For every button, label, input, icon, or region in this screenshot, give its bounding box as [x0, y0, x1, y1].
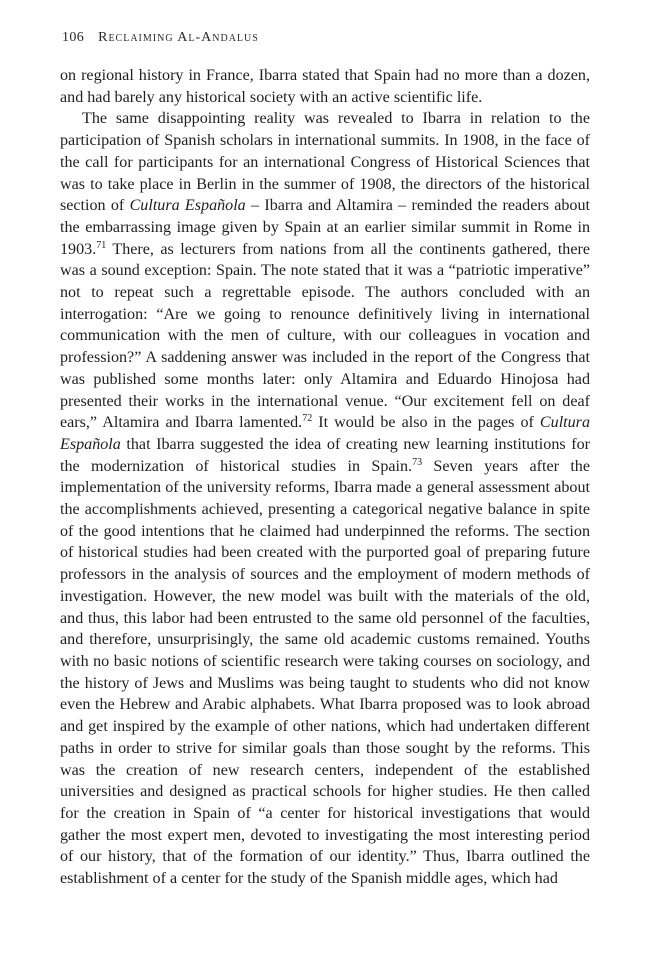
- paragraph-2-segment-1: The same disappointing reality was revealed to Ibarra in relation to the participation of Spanish scholars in international summits. In 1908, in the face of the call for participants for an international Congress of Historical Sciences that was to take place in Berlin in the summer of 1908, the directors of the historical section of: [60, 110, 590, 215]
- paragraph-2-segment-6: Seven years after the implementation of the university reforms, Ibarra made a general assessment about the accomplishments achieved, presenting a categorical negative balance in spite of the good intentions that he claimed had underpinned the reforms. The section of historical studies had been created with the purported goal of preparing future professors in the analysis of sources and the employment of modern methods of investigation. However, the new model was built with the materials of the old, and thus, this labor had been entrusted to the same old personnel of the faculties, and therefore, unsurprisingly, the same old academic customs remained. Youths with no basic notions of scientific research were taking courses on sociology, and the history of Jews and Muslims was being taught to students who did not know even the Hebrew and Arabic alphabets. What Ibarra proposed was to look abroad and get inspired by the example of other nations, which had undertaken different paths in order to strive for similar goals than those sought by the reforms. This was the creation of new research centers, independent of the established universities and designed as practical schools for higher studies. He then called for the creation in Spain of “a center for historical investigations that would gather the most expert men, devoted to investigating the most interesting period of our history, that of the formation of our identity.” Thus, Ibarra outlined the establishment of a center for the study of the Spanish middle ages, which had: [60, 457, 590, 888]
- footnote-ref-72: 72: [302, 413, 313, 425]
- footnote-ref-71: 71: [96, 239, 107, 251]
- paragraph-continued: [60, 65, 590, 108]
- page-number: 106: [62, 30, 85, 45]
- body-text: [60, 65, 590, 890]
- paragraph-2-segment-4: It would be also in the pages of: [312, 414, 540, 432]
- book-title: Reclaiming Al-Andalus: [98, 30, 259, 45]
- book-page: [60, 30, 590, 890]
- paragraph-1-text: on regional history in France, Ibarra stated that Spain had no more than a dozen, and had barely any historical society with an active scientific life.: [60, 67, 590, 106]
- paragraph-main: [60, 108, 590, 889]
- running-head: [62, 30, 590, 46]
- paragraph-2-segment-2: – Ibarra and Altamira – reminded the readers about the embarrassing image given by Spain at an earlier similar summit in Rome in 1903.: [60, 197, 590, 258]
- paragraph-2-segment-3: There, as lecturers from nations from all the continents gathered, there was a sound exception: Spain. The note stated that it was a “patriotic imperative” not to repeat such a regrettable episode. The authors concluded with an interrogation: “Are we going to renounce definitively living in international communication with the men of culture, with our colleagues in vocation and profession?” A saddening answer was included in the report of the Congress that was published some months later: only Altamira and Eduardo Hinojosa had presented their works in the international venue. “Our excitement fell on deaf ears,” Altamira and Ibarra lamented.: [60, 240, 590, 432]
- journal-title-italic: Cultura Española: [60, 414, 590, 453]
- paragraph-2-segment-5: that Ibarra suggested the idea of creating new learning institutions for the modernization of historical studies in Spain.: [60, 435, 590, 475]
- footnote-ref-73: 73: [412, 456, 423, 468]
- journal-title-italic: Cultura Española: [129, 197, 246, 215]
